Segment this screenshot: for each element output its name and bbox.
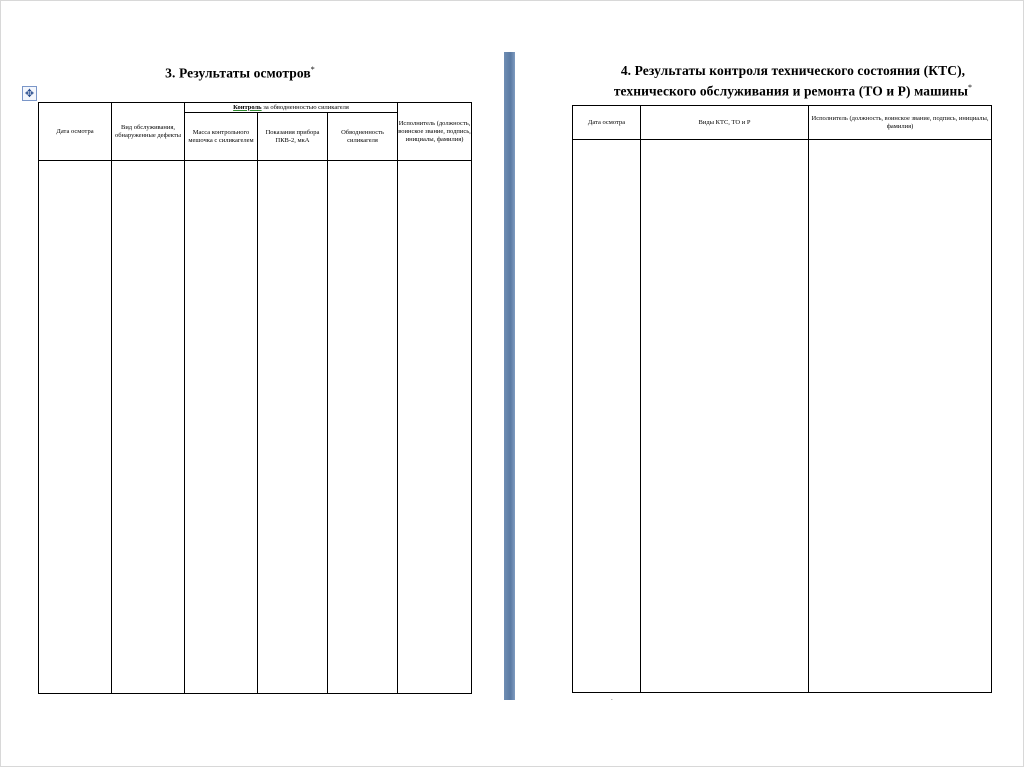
move-arrows-icon[interactable]: ✥ (22, 86, 37, 101)
table-cell[interactable] (641, 140, 809, 693)
table-cell[interactable] (258, 161, 328, 694)
page-divider (504, 52, 515, 700)
title-footnote-mark: * (968, 83, 973, 92)
header-executor: Исполнитель (должность, воинское звание, подпись, инициалы, фамилия) (398, 103, 472, 161)
header-bag-mass: Масса контрольного мешочка с силикагелем (185, 113, 258, 161)
table-row (573, 140, 992, 693)
header-control-word: Контроль (233, 103, 262, 111)
table-cell[interactable] (39, 161, 112, 694)
header-date: Дата осмотра (573, 106, 641, 140)
footnote-mark: . (611, 694, 613, 702)
title-footnote-mark: * (310, 65, 315, 74)
table-row (39, 161, 472, 694)
title-line-2: технического обслуживания и ремонта (ТО и Р) машины (613, 83, 969, 99)
left-page (0, 0, 500, 767)
kts-results-table (572, 105, 992, 693)
table-cell[interactable] (112, 161, 185, 694)
table-cell[interactable] (185, 161, 258, 694)
header-executor: Исполнитель (должность, воинское звание, подпись, инициалы, фамилия) (809, 106, 992, 140)
table-cell[interactable] (809, 140, 992, 693)
inspection-results-table (38, 102, 472, 694)
header-control-rest: за обводненностью силикагеля (261, 103, 349, 111)
table-cell[interactable] (398, 161, 472, 694)
table-cell[interactable] (328, 161, 398, 694)
kts-results-title (558, 62, 1024, 100)
table-cell[interactable] (573, 140, 641, 693)
header-silica-control (185, 103, 398, 113)
header-water-content: Обводненность силикагеля (328, 113, 398, 161)
header-date: Дата осмотра (39, 103, 112, 161)
header-device-reading: Показания прибора ПКВ-2, мкА (258, 113, 328, 161)
header-service-type: Вид обслуживания, обнаруженные дефекты (112, 103, 185, 161)
title-text: 3. Результаты осмотров (165, 65, 311, 81)
header-kts-types: Виды КТС, ТО и Р (641, 106, 809, 140)
title-line-1: 4. Результаты контроля технического состояния (КТС), (620, 63, 966, 78)
inspection-results-title (80, 61, 400, 82)
